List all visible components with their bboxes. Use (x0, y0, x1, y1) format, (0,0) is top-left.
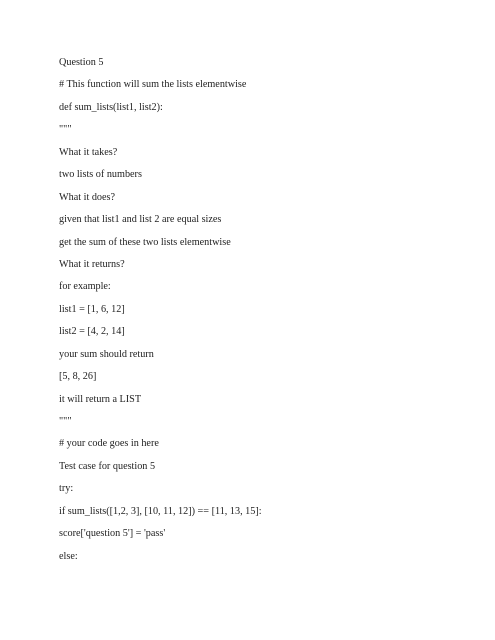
docstring-line: list2 = [4, 2, 14] (59, 326, 125, 338)
code-line: else: (59, 550, 78, 562)
docstring-open-line: """ (59, 124, 72, 136)
docstring-line: given that list1 and list 2 are equal sizes (59, 214, 222, 226)
docstring-line: for example: (59, 281, 111, 293)
code-line: if sum_lists([1,2, 3], [10, 11, 12]) == [11, 13, 15]: (59, 505, 262, 517)
docstring-line: [5, 8, 26] (59, 371, 97, 383)
function-definition-line: def sum_lists(list1, list2): (59, 101, 163, 113)
question-heading: Question 5 (59, 57, 104, 68)
docstring-line: get the sum of these two lists elementwise (59, 236, 231, 248)
test-case-heading: Test case for question 5 (59, 460, 156, 472)
document-text (59, 52, 262, 568)
code-comment-line: # This function will sum the lists elementwise (59, 79, 247, 91)
docstring-line: What it returns? (59, 258, 125, 270)
docstring-close-line: """ (59, 416, 72, 427)
docstring-line: list1 = [1, 6, 12] (59, 303, 125, 315)
docstring-line: What it takes? (59, 146, 118, 158)
docstring-line: it will return a LIST (59, 393, 142, 405)
docstring-line: What it does? (59, 191, 116, 203)
docstring-line: your sum should return (59, 348, 154, 360)
code-line: score['question 5'] = 'pass' (59, 528, 166, 540)
code-comment-line: # your code goes in here (59, 438, 159, 450)
docstring-line: two lists of numbers (59, 169, 142, 181)
code-line: try: (59, 483, 74, 495)
